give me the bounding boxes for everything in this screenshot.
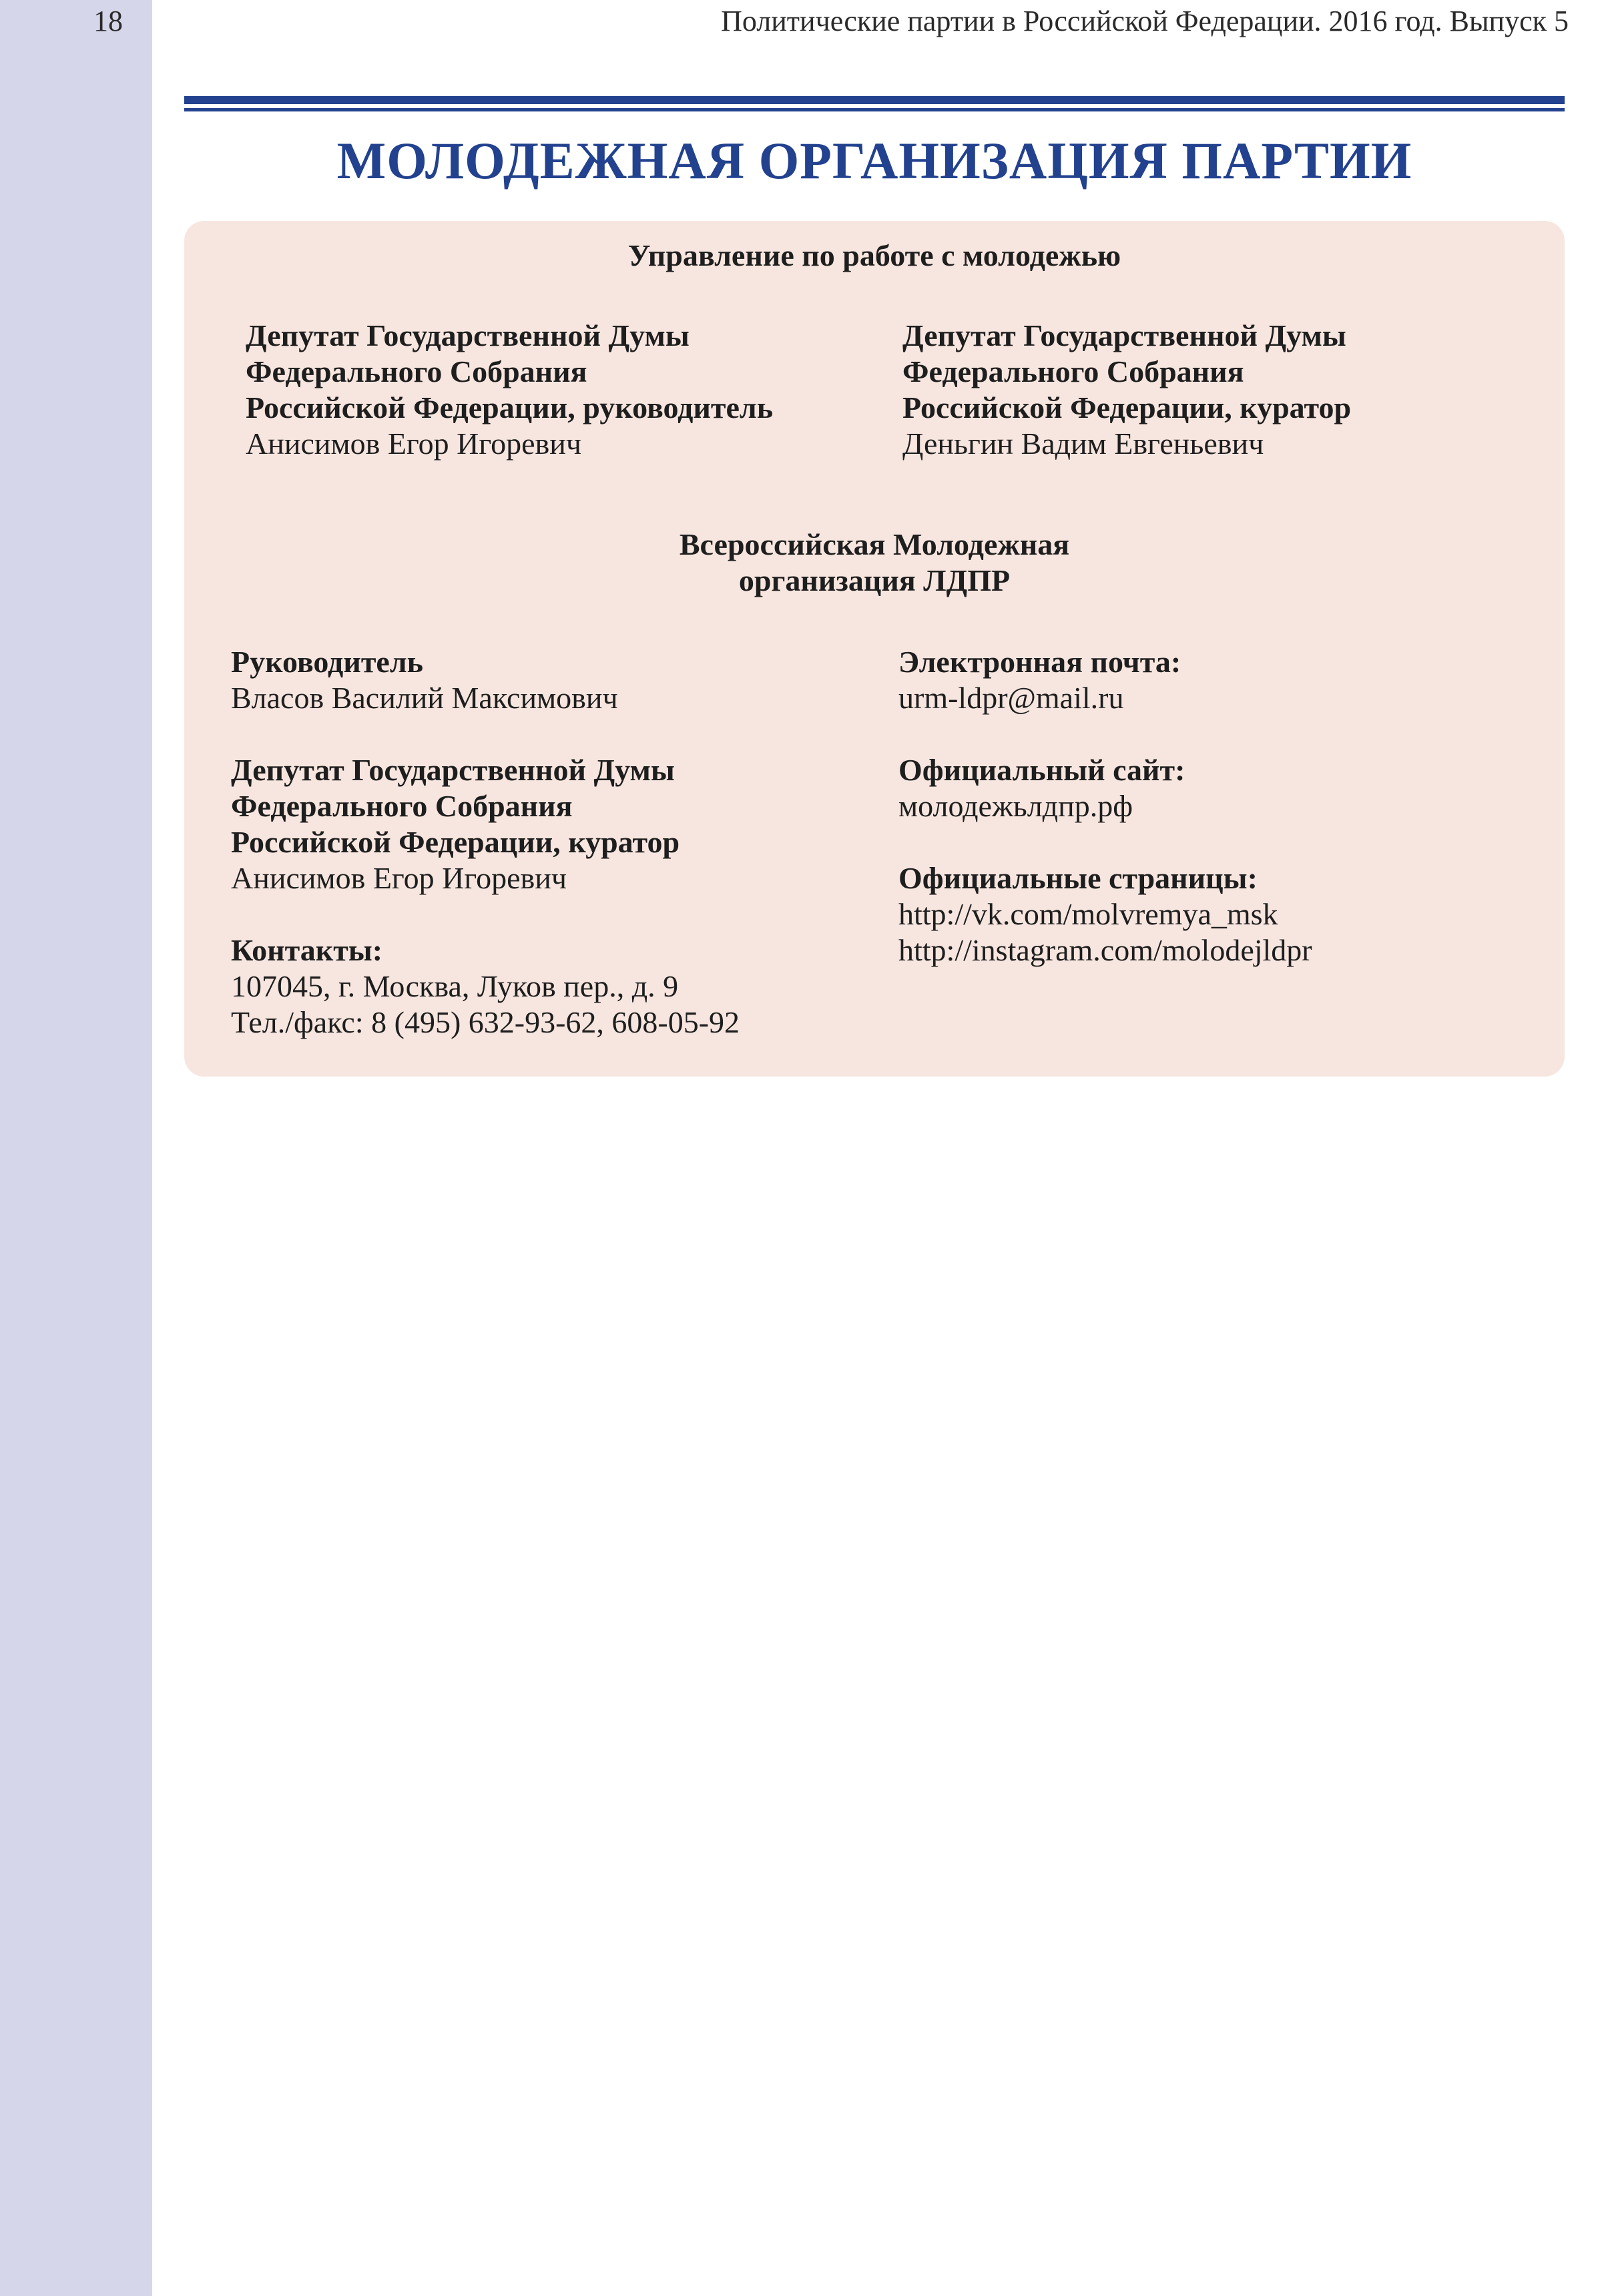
role-line: Российской Федерации, руководитель — [246, 390, 774, 424]
role-line: Федерального Собрания — [246, 354, 587, 388]
social-pages-label: Официальные страницы: — [898, 861, 1258, 895]
email-label: Электронная почта: — [898, 645, 1181, 679]
contacts-address: 107045, г. Москва, Луков пер., д. 9 — [231, 969, 679, 1003]
role-line: Федерального Собрания — [902, 354, 1244, 388]
website-value[interactable]: молодежьлдпр.рф — [898, 789, 1133, 823]
running-head: Политические партии в Российской Федерации. 2016 год. Выпуск 5 — [721, 5, 1569, 37]
organization-heading-line: организация ЛДПР — [738, 563, 1011, 597]
person-name: Анисимов Егор Игоревич — [246, 426, 581, 461]
department-curator-block — [902, 318, 1351, 462]
leader-name: Власов Василий Максимович — [231, 681, 618, 715]
youth-department-heading: Управление по работе с молодежью — [627, 238, 1121, 272]
organization-left-column — [231, 644, 740, 1041]
social-link-instagram[interactable]: http://instagram.com/molodejldpr — [898, 933, 1312, 967]
contacts-label: Контакты: — [231, 933, 383, 967]
side-band — [0, 0, 152, 2296]
header-rule-thick — [184, 96, 1565, 104]
curator-name: Анисимов Егор Игоревич — [231, 861, 567, 895]
page-number: 18 — [93, 5, 123, 37]
section-title: МОЛОДЕЖНАЯ ОРГАНИЗАЦИЯ ПАРТИИ — [336, 131, 1412, 190]
role-line: Депутат Государственной Думы — [902, 318, 1346, 352]
curator-role-line: Российской Федерации, куратор — [231, 825, 680, 859]
website-label: Официальный сайт: — [898, 753, 1185, 787]
leader-label: Руководитель — [231, 645, 423, 679]
email-value[interactable]: urm-ldpr@mail.ru — [898, 681, 1124, 715]
organization-heading — [184, 527, 1565, 599]
curator-role-line: Федерального Собрания — [231, 789, 573, 823]
organization-right-column — [898, 644, 1312, 968]
organization-heading-line: Всероссийская Молодежная — [679, 527, 1070, 561]
department-head-block — [246, 318, 773, 462]
contacts-phone: Тел./факс: 8 (495) 632-93-62, 608-05-92 — [231, 1005, 740, 1039]
role-line: Депутат Государственной Думы — [246, 318, 690, 352]
curator-role-line: Депутат Государственной Думы — [231, 753, 675, 787]
header-rule-thin — [184, 108, 1565, 111]
info-panel — [184, 221, 1565, 1077]
social-link-vk[interactable]: http://vk.com/molvremya_msk — [898, 897, 1278, 931]
role-line: Российской Федерации, куратор — [902, 390, 1352, 424]
person-name: Деньгин Вадим Евгеньевич — [902, 426, 1264, 461]
